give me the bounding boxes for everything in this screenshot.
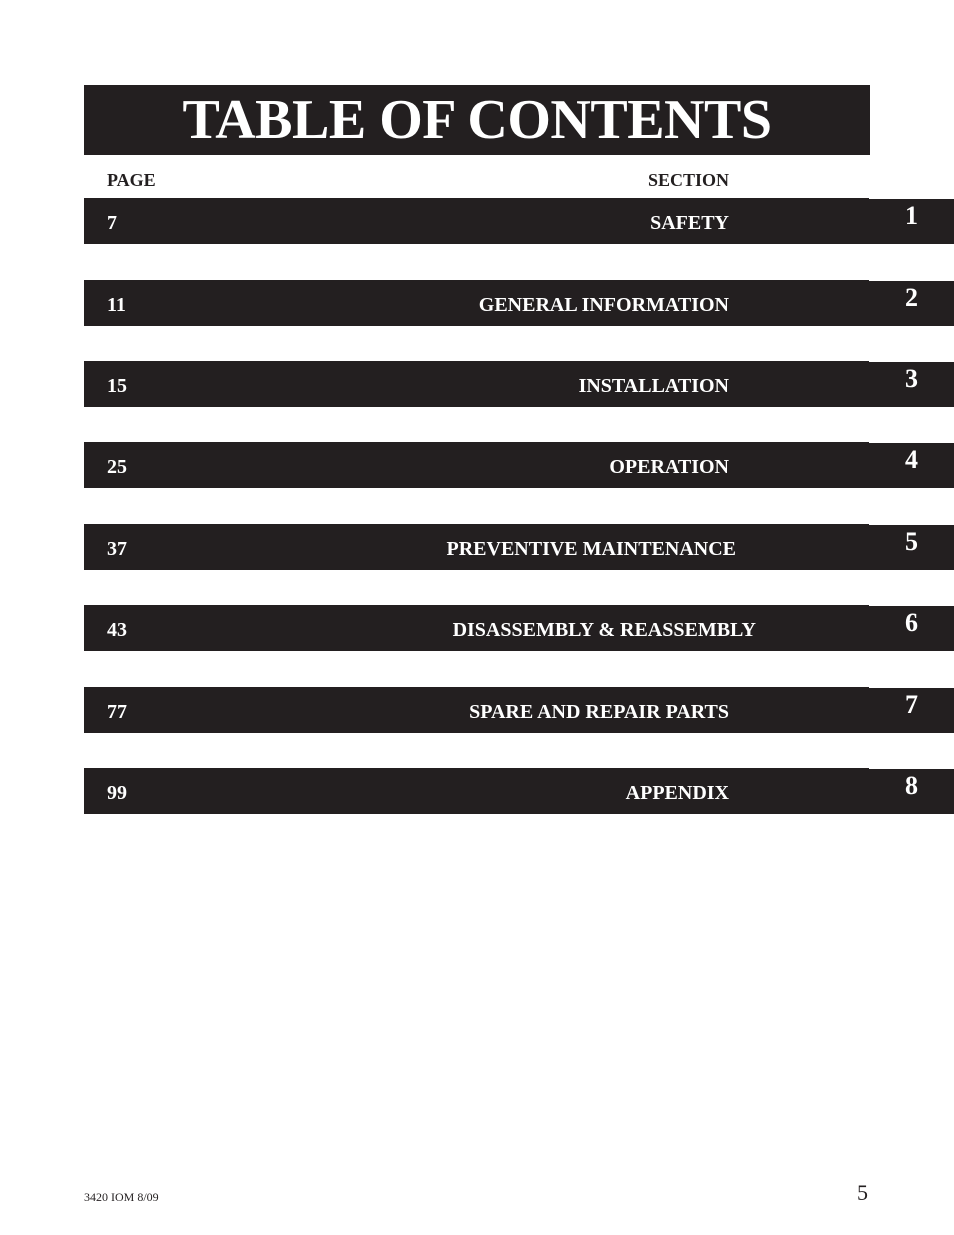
toc-section-number: 6 [905, 608, 918, 637]
toc-row-disassembly-reassembly[interactable] [84, 605, 954, 652]
toc-page-number: 37 [107, 538, 127, 560]
toc-section-title: SPARE AND REPAIR PARTS [469, 701, 729, 723]
toc-row-safety[interactable] [84, 198, 954, 245]
toc-section-number: 8 [905, 771, 918, 800]
page-number: 5 [857, 1180, 868, 1205]
page-title: TABLE OF CONTENTS [182, 89, 772, 151]
toc-section-number: 4 [905, 445, 918, 474]
toc-section-number: 3 [905, 364, 918, 393]
toc-page-number: 25 [107, 456, 127, 478]
toc-row-preventive-maintenance[interactable] [84, 524, 954, 571]
toc-section-number: 1 [905, 201, 918, 230]
document-code: 3420 IOM 8/09 [84, 1190, 159, 1204]
page-column-header: PAGE [107, 170, 156, 190]
toc-row-spare-repair-parts[interactable] [84, 687, 954, 734]
toc-page-number: 43 [107, 619, 127, 641]
toc-row-general-information[interactable] [84, 280, 954, 327]
toc-page-number: 7 [107, 212, 117, 234]
toc-section-title: INSTALLATION [578, 375, 729, 397]
toc-section-title: APPENDIX [625, 782, 729, 804]
section-column-header: SECTION [647, 170, 729, 190]
title-bar [84, 85, 870, 155]
toc-section-number: 2 [905, 283, 918, 312]
toc-page-number: 15 [107, 375, 127, 397]
toc-section-title: DISASSEMBLY & REASSEMBLY [452, 619, 756, 641]
toc-section-number: 5 [905, 527, 918, 556]
toc-page-number: 11 [107, 294, 126, 316]
toc-page-number: 77 [107, 701, 127, 723]
toc-page-number: 99 [107, 782, 127, 804]
toc-section-title: PREVENTIVE MAINTENANCE [446, 538, 736, 560]
toc-section-title: OPERATION [609, 456, 729, 478]
toc-row-operation[interactable] [84, 442, 954, 489]
toc-section-title: GENERAL INFORMATION [478, 294, 729, 316]
toc-row-appendix[interactable] [84, 768, 954, 815]
toc-section-number: 7 [905, 690, 918, 719]
toc-section-title: SAFETY [650, 212, 729, 234]
toc-row-installation[interactable] [84, 361, 954, 408]
